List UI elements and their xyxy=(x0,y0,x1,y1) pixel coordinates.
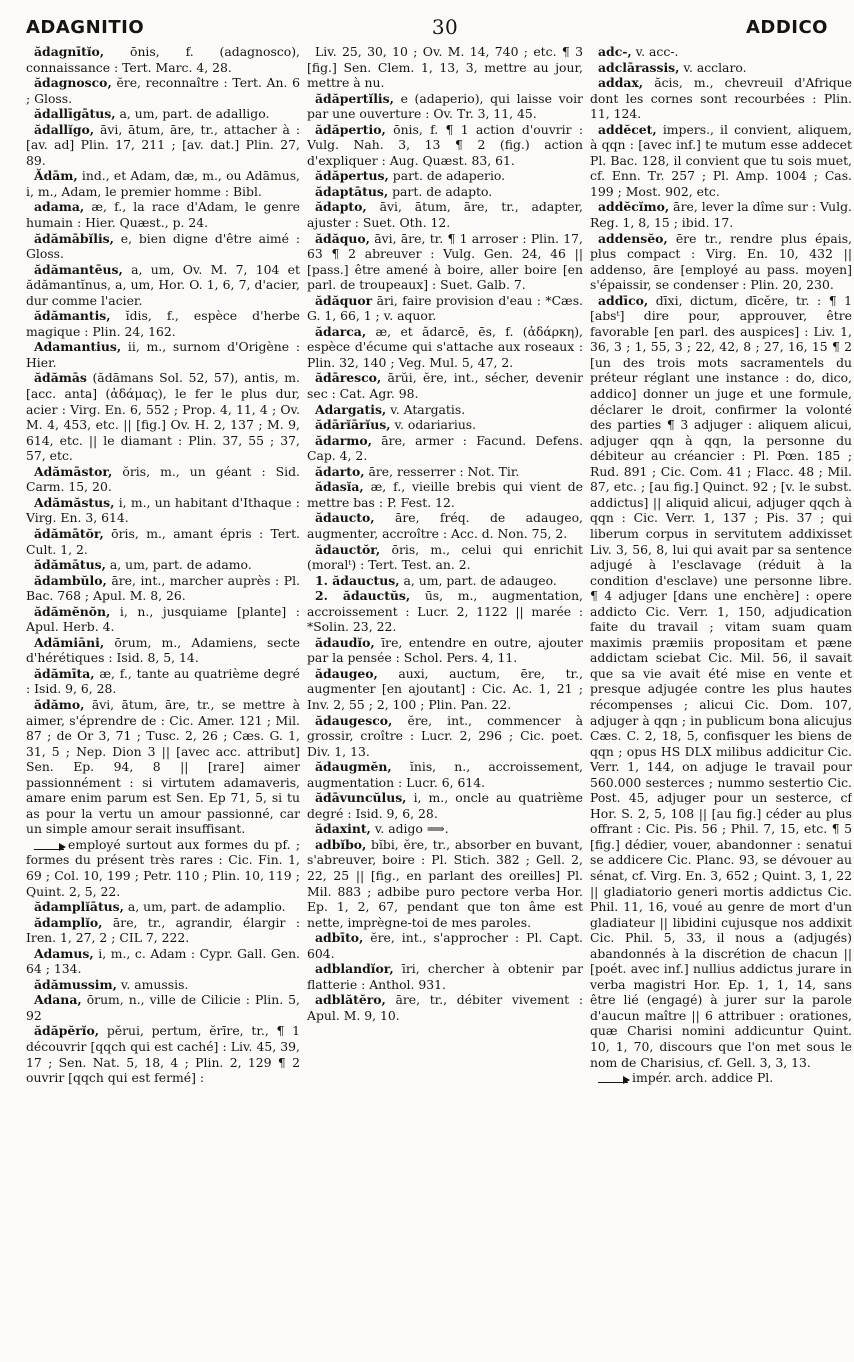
entry-definition: ăcis, m., chevreuil d'Afrique dont les cornes sont recourbées : Plin. 11, 124. xyxy=(590,75,852,122)
entry-headword: addensĕo, xyxy=(598,230,668,246)
entry-headword: adblătĕro, xyxy=(315,992,386,1008)
entry-definition: bĭbi, ĕre, tr., absorber en buvant, s'abreuver, boire : Pl. Stich. 382 ; Gell. 2, 22, 25 || [fig., en parlant des oreilles] Pl. Mil. 883 ; adbibe puro pectore verba Hor. Ep. 1, 2, 67, pendant que ton âme est nette, imprègne-toi de mes paroles. xyxy=(307,836,583,930)
entry-headword: adbĭbo, xyxy=(315,836,367,852)
dictionary-entry xyxy=(26,44,300,75)
dictionary-entry xyxy=(307,542,583,573)
dictionary-entry xyxy=(307,992,583,1023)
dictionary-entry xyxy=(26,557,300,573)
dictionary-entry xyxy=(590,1070,852,1086)
dictionary-entry xyxy=(26,697,300,837)
column-right xyxy=(590,44,852,1356)
entry-definition: āre, armer : Facund. Defens. Cap. 4, 2. xyxy=(307,432,583,464)
entry-headword: ădāvuncŭlus, xyxy=(315,790,407,806)
entry-definition: v. adigo ⟹. xyxy=(370,821,449,837)
dictionary-entry xyxy=(26,495,300,526)
entry-definition: āvi, ātum, āre, tr., se mettre à aimer, s'éprendre de : Cic. Amer. 121 ; Mil. 87 ; de Or 3, 71 ; Tusc. 2, 26 ; Cæs. G. 1, 31, 5 ; Nep. Dion 3 || [avec acc. attribut] Sen. Ep. 94, 8 || [rare] aimer passionnément : si virtutem adamaveris, amare enim parum est Sen. Ep 71, 5, si tu as pour la vertu un amour passionné, car un simple amour serait insuffisant. xyxy=(26,696,300,837)
entry-definition: i, n., jusquiame [plante] : Apul. Herb. 4. xyxy=(26,603,300,635)
entry-headword: Adargatis, xyxy=(315,401,387,417)
entry-headword: ădallĭgo, xyxy=(34,121,95,137)
entry-headword: ădămās xyxy=(34,370,87,386)
dictionary-entry xyxy=(307,168,583,184)
entry-definition: (ădāmans Sol. 52, 57), antis, m. [acc. anta] (ἀδάμας), le fer le plus dur, acier : Virg. En. 6, 552 ; Prop. 4, 11, 4 ; Ov. M. 4, 453, etc. || [fig.] Ov. H. 2, 137 ; M. 9, 614, etc. || le diamant : Plin. 37, 55 ; 37, 57, etc. xyxy=(26,370,300,464)
dictionary-entry xyxy=(307,464,583,480)
entry-headword: ădaptātus, xyxy=(315,183,389,199)
entry-headword: ădăpertio, xyxy=(315,121,386,137)
entry-headword: addĕcĭmo, xyxy=(598,199,670,215)
entry-headword: Adămiāni, xyxy=(34,634,105,650)
entry-headword: adbīto, xyxy=(315,930,364,946)
entry-headword: Adamus, xyxy=(34,945,94,961)
entry-headword: addax, xyxy=(598,75,644,91)
entry-definition: ĕre, reconnaître : Tert. An. 6 ; Gloss. xyxy=(26,75,300,106)
dictionary-entry xyxy=(26,946,300,977)
dictionary-entry xyxy=(307,930,583,961)
entry-headword: addīco, xyxy=(598,292,649,308)
dictionary-entry xyxy=(590,75,852,122)
dictionary-entry xyxy=(307,370,583,401)
dictionary-entry xyxy=(26,106,300,122)
entry-definition: ōrum, n., ville de Cilicie : Plin. 5, 92 xyxy=(26,992,300,1023)
entry-definition: ūs, m., augmentation, accroissement : Lucr. 2, 1122 || marée : *Solin. 23, 22. xyxy=(307,588,583,635)
entry-definition: auxi, auctum, ēre, tr., augmenter [en ajoutant] : Cic. Ac. 1, 21 ; Inv. 2, 55 ; 2, 100 ; Plin. Pan. 22. xyxy=(307,665,583,712)
entry-headword: ădămīta, xyxy=(34,665,95,681)
dictionary-entry xyxy=(26,604,300,635)
entry-definition: ind., et Adam, dæ, m., ou Adāmus, i, m., Adam, le premier homme : Bibl. xyxy=(26,168,300,199)
entry-headword: ădaugeo, xyxy=(315,665,378,681)
dictionary-entry xyxy=(307,324,583,371)
entry-headword: ădăquo, xyxy=(315,230,370,246)
dictionary-entry xyxy=(26,837,300,899)
entry-definition: āre, tr., agrandir, élargir : Iren. 1, 27, 2 ; CIL 7, 222. xyxy=(26,914,300,946)
dictionary-entry xyxy=(26,168,300,199)
column-left xyxy=(26,44,300,1356)
entry-definition: impér. arch. addice Pl. xyxy=(632,1070,774,1086)
entry-definition: v. odariarius. xyxy=(390,417,477,433)
entry-definition: a, um, Ov. M. 7, 104 et ădămantĭnus, a, um, Hor. O. 1, 6, 7, d'acier, dur comme l'acier. xyxy=(26,261,300,308)
entry-headword: ădagnītĭo, xyxy=(34,44,105,59)
entry-headword: ădămussim, xyxy=(34,976,117,992)
dictionary-entry xyxy=(26,75,300,106)
entry-headword: ădauctŏr, xyxy=(315,541,381,557)
entry-definition: a, um, part. de adamo. xyxy=(105,557,252,573)
dictionary-entry xyxy=(307,635,583,666)
dictionary-entry xyxy=(26,899,300,915)
entry-headword: ădarmo, xyxy=(315,432,372,448)
dictionary-entry xyxy=(26,977,300,993)
entry-headword: ădămātŏr, xyxy=(34,525,104,541)
dictionary-entry xyxy=(307,821,583,837)
entry-headword: ădaugesco, xyxy=(315,712,393,728)
entry-definition: a, um, part. de adalligo. xyxy=(115,106,270,122)
entry-definition: dīxi, dictum, dīcĕre, tr. : ¶ 1 [absᵗ] dire pour, approuver, être favorable [en parl. des auspices] : Liv. 1, 36, 3 ; 1, 55, 3 ; 22, 42, 8 ; 27, 16, 15 ¶ 2 [un des trois mots sacramentels du préteur réglant une instance : do, dico, addico] donner un juge et une formule, déclarer le droit, confirmer la volonté des parties ¶ 3 adjuger : aliquem alicui, adjuger qqn à qqn, la personne du débiteur au créancier : Pl. Pœn. 185 ; Rud. 891 ; Cic. Com. 41 ; Flacc. 48 ; Mil. 87, etc. ; [au fig.] Quinct. 92 ; [v. le subst. addictus] || aliquid alicui, adjuger qqch à qqn : Cic. Verr. 1, 137 ; Pis. 37 ; qui liberum corpus in servitutem addixisset Liv. 3, 56, 8, lui qui avait par sa sentence adjugé à l'esclavage (réduit à la condition d'esclave) une personne libre. ¶ 4 adjuger [dans une enchère] : opere addicto Cic. Verr. 1, 150, adjudication faite du travail ; vitam suam quam maximis præmiis propositam et pæne addictam sciebat Cic. Mil. 56, il savait que sa vie avait été mise en vente et presque adjugée contre les plus hautes récompenses ; alicui Cic. Dom. 107, adjuger à qqn ; in publicum bona alicujus Cæs. C. 2, 18, 5, confisquer les biens de qqn ; opus HS DLX milibus addicitur Cic. Verr. 1, 144, on adjuge le travail pour 560.000 sesterces ; nummo sestertio Cic. Post. 45, adjuger pour un sesterce, cf Hor. S. 2, 5, 108 || [au fig.] céder au plus offrant : Cic. Pis. 56 ; Phil. 7, 15, etc. ¶ 5 [fig.] dédier, vouer, abandonner : senatui se addicere Cic. Planc. 93, se dévouer au sénat, cf. Virg. En. 3, 652 ; Quint. 3, 1, 22 || gladiatorio generi mortis addictus Cic. Phil. 11, 16, voué au genre de mort d'un gladiateur || libidini cujusque nos addixit Cic. Phil. 5, 33, il nous a (adjugés) abandonnés à la discrétion de chacun || [poét. avec inf.] nullius addictus jurare in verba magistri Hor. Ep. 1, 1, 14, sans être lié (engagé) à jurer sur la parole d'aucun maître || 6 attribuer : orationes, quæ Charisi nomini addicuntur Quint. 10, 1, 70, discours que l'on met sous le nom de Charisius, cf. Gell. 3, 3, 13. xyxy=(590,292,852,1070)
entry-definition: i, m., un habitant d'Ithaque : Virg. En. 3, 614. xyxy=(26,494,300,526)
entry-definition: ōrum, m., Adamiens, secte d'hérétiques : Isid. 8, 5, 14. xyxy=(26,634,300,666)
dictionary-entry xyxy=(307,199,583,230)
entry-headword: adblandĭor, xyxy=(315,961,394,977)
entry-definition: āre, tr., débiter vivement : Apul. M. 9, 10. xyxy=(307,992,583,1023)
entry-definition: v. amussis. xyxy=(116,976,189,992)
entry-definition: āre, int., marcher auprès : Pl. Bac. 768 ; Apul. M. 8, 26. xyxy=(26,572,300,604)
dictionary-entry xyxy=(26,1023,300,1085)
long-arrow-icon xyxy=(598,1074,628,1083)
column-middle xyxy=(307,44,583,1356)
entry-headword: ădămābĭlis, xyxy=(34,230,114,246)
entry-headword: Adana, xyxy=(34,992,82,1008)
entry-definition: e (adaperio), qui laisse voir par une ouverture : Ov. Tr. 3, 11, 45. xyxy=(307,90,583,122)
entry-headword: 2. ădauctŭs, xyxy=(315,588,411,604)
entry-definition: ōris, m., amant épris : Tert. Cult. 1, 2. xyxy=(26,525,300,557)
entry-definition: part. de adapto. xyxy=(388,183,493,199)
page-header xyxy=(26,14,828,40)
dictionary-entry xyxy=(590,293,852,1070)
entry-definition: a, um, part. de adamplio. xyxy=(123,899,286,915)
entry-definition: ĕre, int., s'approcher : Pl. Capt. 604. xyxy=(307,930,583,961)
entry-definition: pĕrui, pertum, ĕrīre, tr., ¶ 1 découvrir [qqch qui est caché] : Liv. 45, 39, 17 ; Sen. Nat. 5, 18, 4 ; Plin. 2, 129 ¶ 2 ouvrir [qqch qui est fermé] : xyxy=(26,1023,300,1086)
entry-definition: æ, f., vieille brebis qui vient de mettre bas : P. Fest. 12. xyxy=(307,479,583,510)
entry-definition: v. acclaro. xyxy=(679,59,747,75)
entry-definition: āvi, āre, tr. ¶ 1 arroser : Plin. 17, 63 ¶ 2 abreuver : Vulg. Gen. 24, 46 || [pass.] être amené à boire, aller boire [en parl. de troupeaux] : Suet. Galb. 7. xyxy=(307,230,583,293)
entry-definition: āri, faire provision d'eau : *Cæs. G. 1, 66, 1 ; v. aquor. xyxy=(307,292,583,324)
long-arrow-icon xyxy=(34,841,64,850)
entry-definition: āvi, ātum, āre, tr., attacher à : [av. ad] Plin. 17, 211 ; [av. dat.] Plin. 27, 89. xyxy=(26,121,300,168)
dictionary-entry xyxy=(307,961,583,992)
entry-headword: ădarto, xyxy=(315,463,365,479)
running-head-right: ADDICO xyxy=(745,16,828,38)
entry-definition: ēre tr., rendre plus épais, plus compact : Virg. En. 10, 432 || addenso, āre [employé au pass. moyen] s'épaissir, se condenser : Plin. 20, 230. xyxy=(590,230,852,293)
dictionary-entry xyxy=(26,666,300,697)
dictionary-entry xyxy=(307,231,583,293)
entry-definition: a, um, part. de adaugeo. xyxy=(399,572,557,588)
entry-headword: ădarca, xyxy=(315,323,367,339)
dictionary-entry xyxy=(590,122,852,200)
dictionary-entry xyxy=(26,915,300,946)
dictionary-entry xyxy=(307,510,583,541)
entry-definition: īre, entendre en outre, ajouter par la pensée : Schol. Pers. 4, 11. xyxy=(307,634,583,666)
dictionary-entry xyxy=(26,231,300,262)
dictionary-entry xyxy=(307,790,583,821)
entry-definition: āvi, ātum, āre, tr., adapter, ajuster : Suet. Oth. 12. xyxy=(307,199,583,231)
running-head-left: ADAGNITIO xyxy=(26,16,145,38)
dictionary-entry xyxy=(307,91,583,122)
entry-headword: ădamplĭātus, xyxy=(34,899,124,915)
entry-definition: æ, f., tante au quatrième degré : Isid. 9, 6, 28. xyxy=(26,665,300,697)
dictionary-entry xyxy=(307,666,583,713)
entry-headword: ădămantēus, xyxy=(34,261,123,277)
entry-headword: Ădām, xyxy=(34,168,78,184)
dictionary-entry xyxy=(307,433,583,464)
entry-headword: ădāresco, xyxy=(315,370,382,386)
dictionary-entry xyxy=(307,417,583,433)
dictionary-entry xyxy=(26,308,300,339)
dictionary-entry xyxy=(26,992,300,1023)
dictionary-entry xyxy=(26,635,300,666)
entry-definition: i, m., c. Adam : Cypr. Gall. Gen. 64 ; 134. xyxy=(26,945,300,977)
entry-headword: addĕcet, xyxy=(598,121,657,137)
dictionary-entry xyxy=(26,464,300,495)
entry-headword: 1. ădauctus, xyxy=(315,572,400,588)
entry-headword: ădămĕnŏn, xyxy=(34,603,111,619)
entry-headword: ădămātus, xyxy=(34,557,106,573)
entry-definition: ōnis, f. ¶ 1 action d'ouvrir : Vulg. Nah. 3, 13 ¶ 2 (fig.) action d'expliquer : Aug. Quæst. 83, 61. xyxy=(307,121,583,168)
entry-headword: ădasĭa, xyxy=(315,479,364,495)
entry-headword: ădaucto, xyxy=(315,510,375,526)
entry-definition: impers., il convient, aliquem, à qqn : [avec inf.] te mutum esse addecet Pl. Bac. 128, il convient que tu sois muet, cf. Enn. Tr. 257 ; Pl. Amp. 1004 ; Cas. 199 ; Most. 902, etc. xyxy=(590,121,852,199)
entry-definition: part. de adaperio. xyxy=(388,168,506,184)
entry-definition: ĭnis, n., accroissement, augmentation : Lucr. 6, 614. xyxy=(307,759,583,790)
dictionary-entry xyxy=(26,262,300,309)
dictionary-entry xyxy=(307,479,583,510)
entry-definition: ĭdis, f., espèce d'herbe magique : Plin. 24, 162. xyxy=(26,308,300,339)
entry-definition: e, bien digne d'être aimé : Gloss. xyxy=(26,230,300,262)
entry-definition: ŏris, m., un géant : Sid. Carm. 15, 20. xyxy=(26,463,300,495)
entry-headword: ădagnosco, xyxy=(34,75,112,91)
entry-definition: æ, et ădarcē, ēs, f. (ἀδάρκη), espèce d'écume qui s'attache aux roseaux : Plin. 32, 140 ; Veg. Mul. 5, 47, 2. xyxy=(307,323,583,370)
dictionary-entry xyxy=(307,402,583,418)
entry-definition: ōris, m., celui qui enrichit (moralᵗ) : Tert. Test. an. 2. xyxy=(307,541,583,573)
dictionary-entry xyxy=(307,759,583,790)
page-number: 30 xyxy=(431,15,459,39)
entry-headword: ădăpertus, xyxy=(315,168,389,184)
entry-definition: employé surtout aux formes du pf. ; formes du présent très rares : Cic. Fin. 1, 69 ; Col. 10, 199 ; Petr. 110 ; Plin. 10, 119 ; Quint. 2, 5, 22. xyxy=(26,836,300,899)
dictionary-entry xyxy=(590,60,852,76)
entry-headword: ădambŭlo, xyxy=(34,572,107,588)
entry-definition: ĕre, int., commencer à grossir, croître : Lucr. 2, 296 ; Cic. poet. Div. 1, 13. xyxy=(307,712,583,759)
entry-definition: æ, f., la race d'Adam, le genre humain : Hier. Quæst., p. 24. xyxy=(26,199,300,231)
dictionary-entry xyxy=(26,370,300,463)
dictionary-entry xyxy=(590,231,852,293)
dictionary-entry xyxy=(26,526,300,557)
entry-headword: ădăpertĭlis, xyxy=(315,90,394,106)
entry-headword: ădallīgātus, xyxy=(34,106,116,122)
entry-definition: āre, lever la dîme sur : Vulg. Reg. 1, 8, 15 ; ibid. 17. xyxy=(590,199,852,231)
entry-definition: v. Atargatis. xyxy=(386,401,466,417)
entry-headword: adclārassis, xyxy=(598,59,680,75)
entry-headword: ădămo, xyxy=(34,696,85,712)
entry-definition: ārŭi, ĕre, int., sécher, devenir sec : Cat. Agr. 98. xyxy=(307,370,583,402)
dictionary-entry xyxy=(26,199,300,230)
dictionary-entry xyxy=(26,573,300,604)
entry-definition: āre, resserrer : Not. Tir. xyxy=(364,463,520,479)
entry-definition: v. acc-. xyxy=(631,44,679,59)
dictionary-entry xyxy=(307,573,583,589)
entry-definition: īri, chercher à obtenir par flatterie : Anthol. 931. xyxy=(307,961,583,992)
dictionary-entry xyxy=(307,837,583,930)
dictionary-entry xyxy=(307,713,583,760)
dictionary-entry xyxy=(590,44,852,60)
entry-headword: ădapto, xyxy=(315,199,367,215)
entry-headword: ădamplĭo, xyxy=(34,914,103,930)
dictionary-columns xyxy=(26,44,852,1356)
dictionary-entry xyxy=(307,184,583,200)
dictionary-entry xyxy=(26,339,300,370)
entry-definition: Liv. 25, 30, 10 ; Ov. M. 14, 740 ; etc. ¶ 3 [fig.] Sen. Clem. 1, 13, 3, mettre au jour, mettre à nu. xyxy=(307,44,583,91)
entry-definition: i, m., oncle au quatrième degré : Isid. 9, 6, 28. xyxy=(307,790,583,821)
entry-headword: ădārĭārĭus, xyxy=(315,417,391,433)
entry-headword: adc-, xyxy=(598,44,632,59)
entry-headword: ădămantis, xyxy=(34,308,111,324)
dictionary-entry xyxy=(307,122,583,169)
dictionary-entry xyxy=(590,199,852,230)
entry-headword: Adamantius, xyxy=(34,339,122,355)
dictionary-entry xyxy=(26,122,300,169)
entry-definition: ōnis, f. (adagnosco), connaissance : Tert. Marc. 4, 28. xyxy=(26,44,300,75)
entry-headword: ădaugmĕn, xyxy=(315,759,392,775)
dictionary-entry xyxy=(307,44,583,91)
entry-headword: ădaxint, xyxy=(315,821,371,837)
entry-headword: ădăpĕrĭo, xyxy=(34,1023,100,1039)
entry-headword: adama, xyxy=(34,199,85,215)
entry-headword: ădaudĭo, xyxy=(315,634,375,650)
entry-definition: āre, fréq. de adaugeo, augmenter, accroître : Acc. d. Non. 75, 2. xyxy=(307,510,583,541)
entry-headword: ădăquor xyxy=(315,292,373,308)
dictionary-entry xyxy=(307,293,583,324)
entry-headword: Adămāstor, xyxy=(34,463,113,479)
entry-definition: ii, m., surnom d'Origène : Hier. xyxy=(26,339,300,370)
dictionary-entry xyxy=(307,588,583,635)
entry-headword: Adămăstus, xyxy=(34,494,115,510)
